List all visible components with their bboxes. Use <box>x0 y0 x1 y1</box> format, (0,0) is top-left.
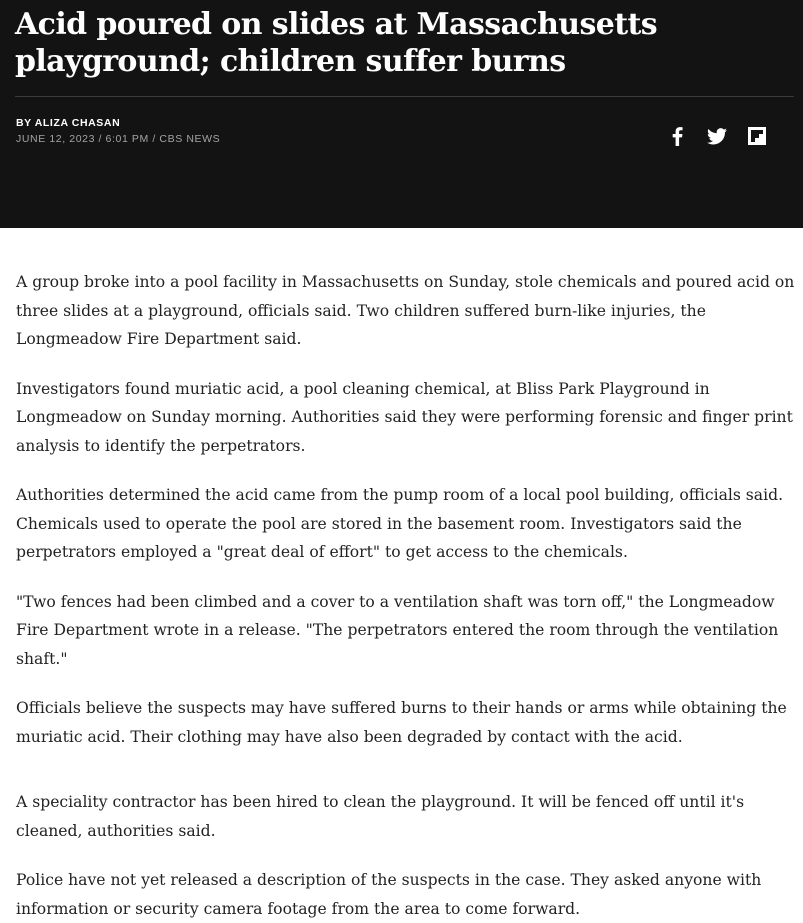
header-divider <box>15 96 794 97</box>
paragraph: "Two fences had been climbed and a cover to a ventilation shaft was torn off," the Longmeadow Fire Department wrote in a release. "The perpetrators entered the room through the ventilation shaft." <box>16 592 779 668</box>
paragraph: A group broke into a pool facility in Massachusetts on Sunday, stole chemicals and poured acid on three slides at a playground, officials said. Two children suffered burn-like injuries, the Longmeadow Fire Department said. <box>16 273 795 348</box>
twitter-share-button[interactable] <box>707 126 727 146</box>
paragraph: Police have not yet released a description of the suspects in the case. They asked anyone with information or security camera footage from the area to come forward. <box>16 871 762 918</box>
paragraph: Authorities determined the acid came from the pump room of a local pool building, officials said. Chemicals used to operate the pool are stored in the basement room. Investigators said the perpetrators employed a "great deal of effort" to get access to the chemicals. <box>16 486 784 561</box>
facebook-share-button[interactable] <box>667 126 687 146</box>
article-body <box>0 228 803 923</box>
publish-meta: JUNE 12, 2023 / 6:01 PM / CBS NEWS <box>16 133 221 145</box>
paragraph: Officials believe the suspects may have suffered burns to their hands or arms while obtaining the muriatic acid. Their clothing may have also been degraded by contact with the acid. <box>16 699 787 746</box>
flipboard-icon <box>748 127 766 145</box>
twitter-icon <box>707 128 727 145</box>
headline: Acid poured on slides at Massachusetts playground; children suffer burns <box>15 7 658 79</box>
share-bar <box>667 126 767 146</box>
paragraph: Investigators found muriatic acid, a pool cleaning chemical, at Bliss Park Playground in Longmeadow on Sunday morning. Authorities said they were performing forensic and finger print analysis to identify the perpetrators. <box>16 379 793 455</box>
flipboard-share-button[interactable] <box>747 126 767 146</box>
paragraph: A speciality contractor has been hired to clean the playground. It will be fenced off until it's cleaned, authorities said. <box>16 793 745 840</box>
facebook-icon <box>672 127 683 146</box>
byline: BY ALIZA CHASAN <box>16 117 121 129</box>
article-header <box>0 0 803 228</box>
